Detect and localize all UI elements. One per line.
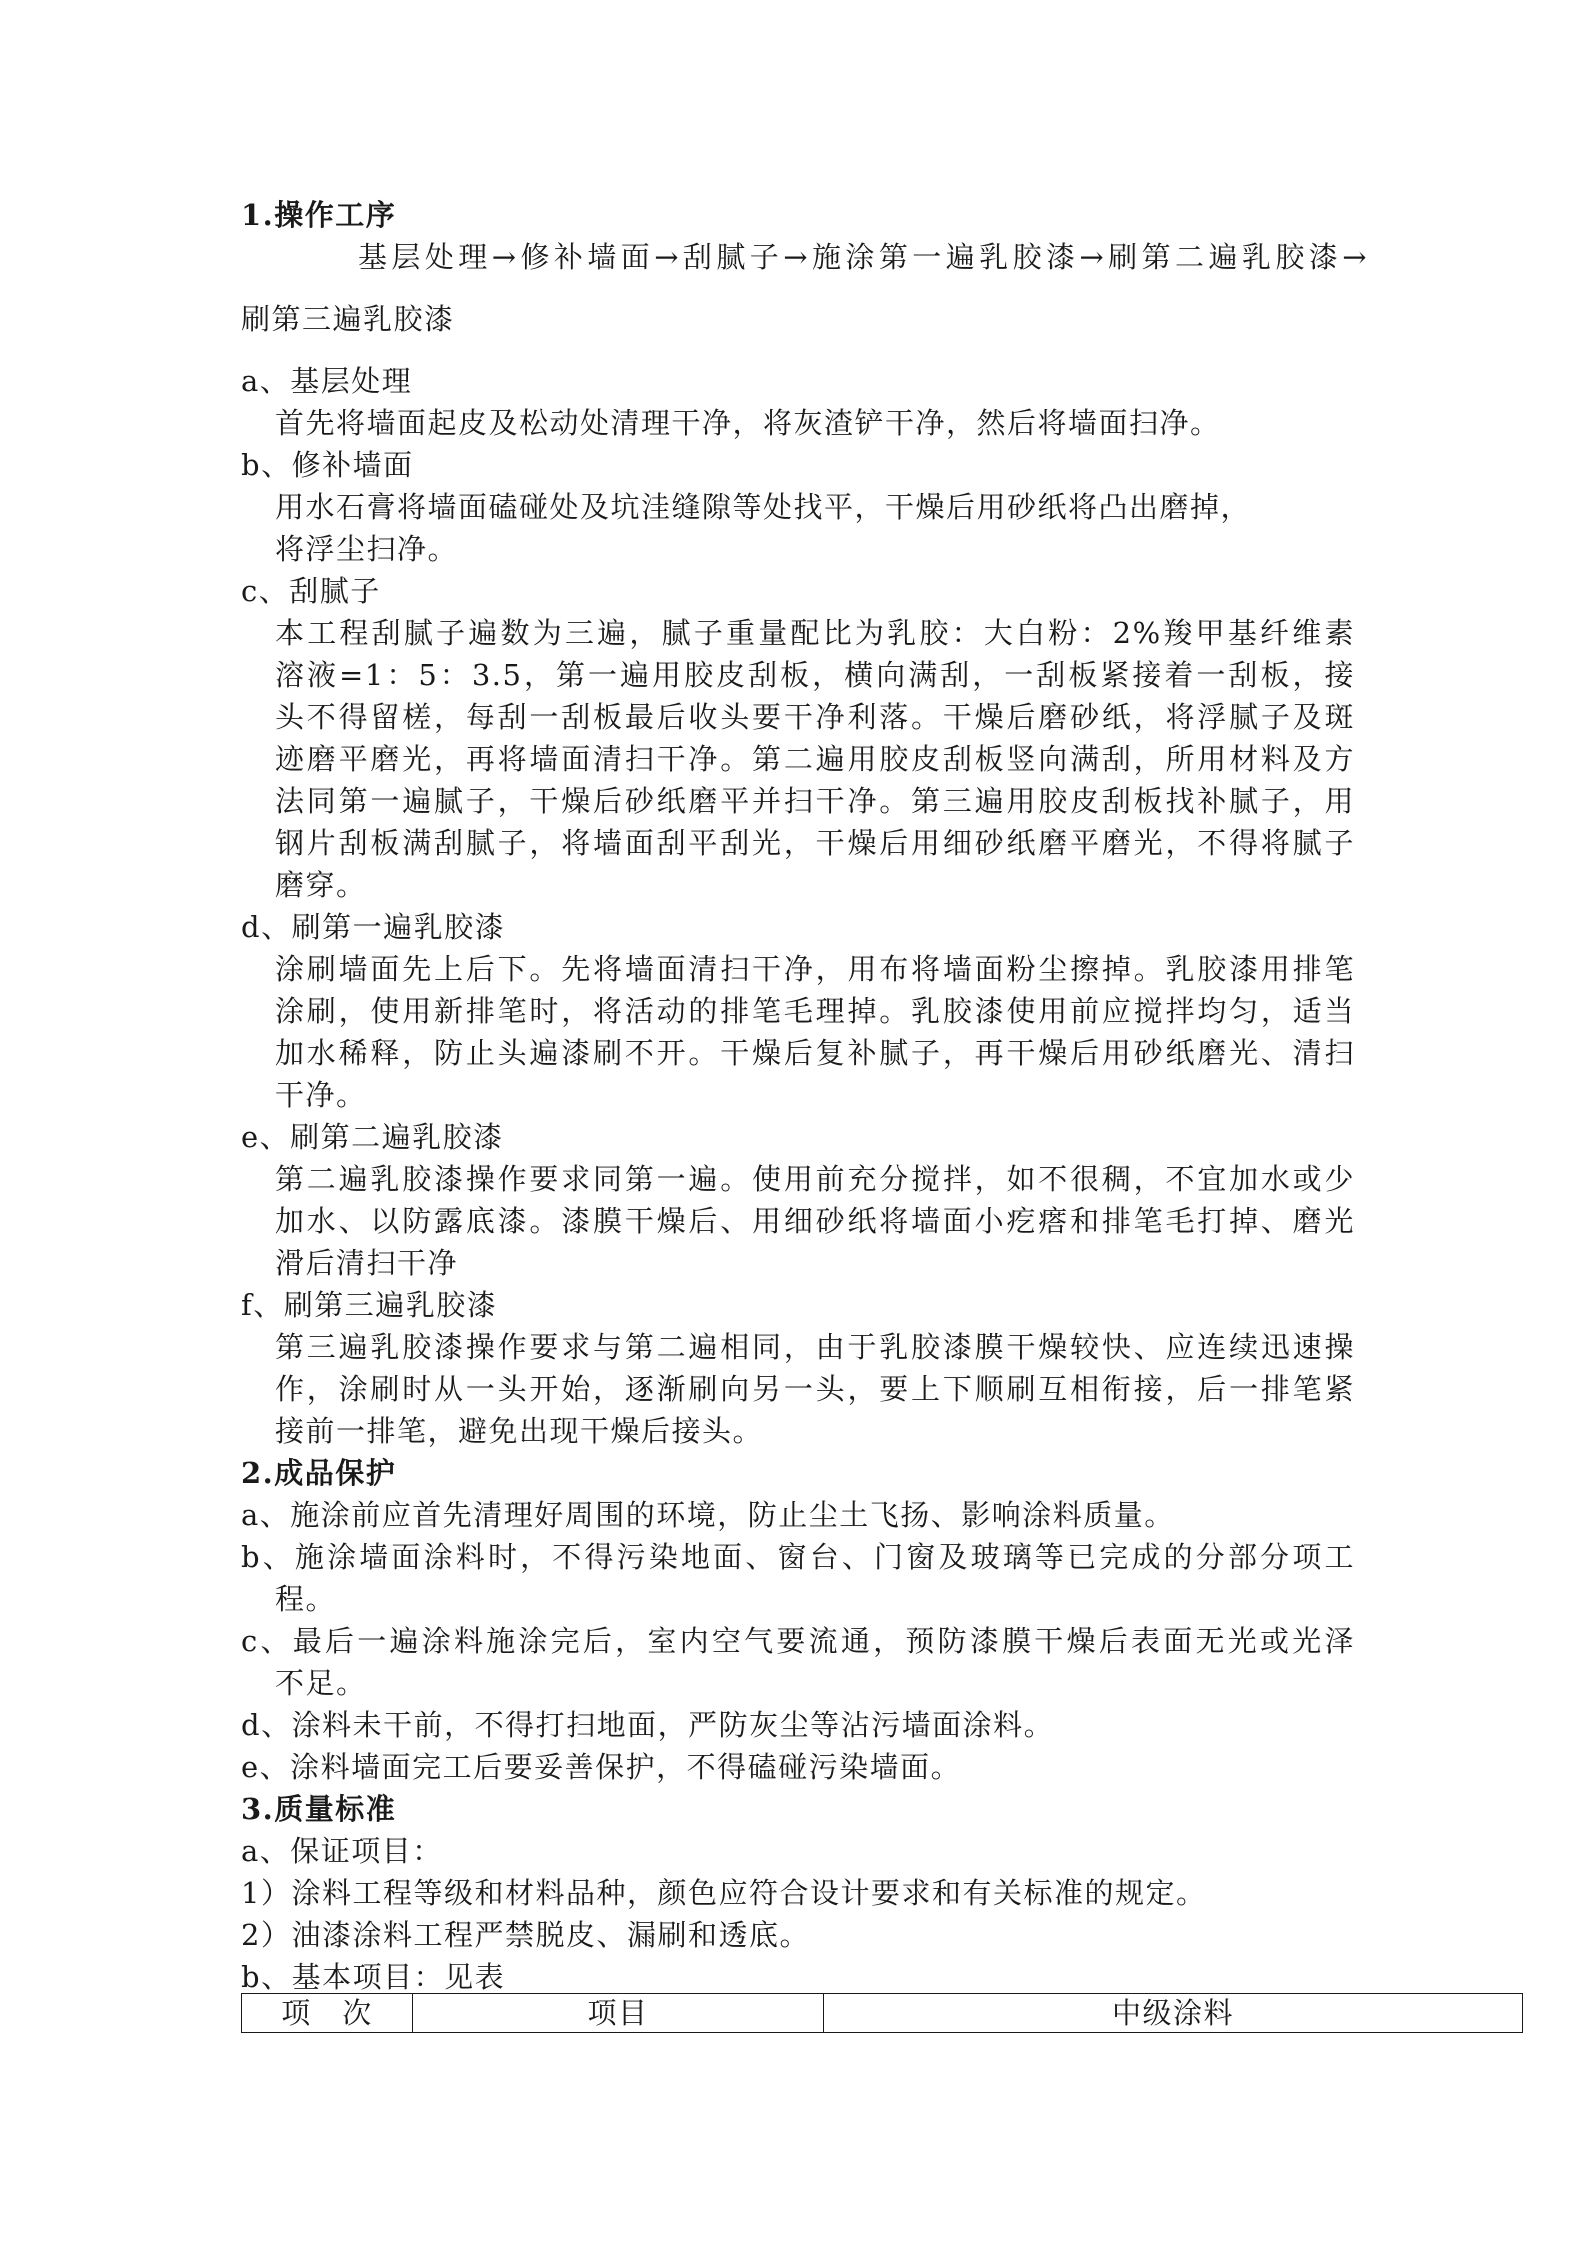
section-1-heading: 1.操作工序: [241, 198, 397, 232]
step-c-text: 钢片刮板满刮腻子，将墙面刮平刮光，干燥后用细砂纸磨平磨光，不得将腻子: [275, 826, 1355, 860]
step-e-text: 第二遍乳胶漆操作要求同第一遍。使用前充分搅拌，如不很稠，不宜加水或少: [275, 1162, 1355, 1196]
step-c-text: 本工程刮腻子遍数为三遍，腻子重量配比为乳胶：大白粉：2%羧甲基纤维素: [275, 616, 1355, 650]
table-header-item-no: 项 次: [242, 1994, 413, 2033]
process-flow-line-2: 刷第三遍乳胶漆: [241, 302, 455, 336]
step-a-text: 首先将墙面起皮及松动处清理干净，将灰渣铲干净，然后将墙面扫净。: [275, 406, 1221, 440]
step-c-text: 溶液=1：5：3.5，第一遍用胶皮刮板，横向满刮，一刮板紧接着一刮板，接: [275, 658, 1355, 692]
protection-item-b-cont: 程。: [275, 1582, 337, 1616]
step-d-title: d、刷第一遍乳胶漆: [241, 910, 506, 944]
protection-item-a: a、施涂前应首先清理好周围的环境，防止尘土飞扬、影响涂料质量。: [241, 1498, 1175, 1532]
protection-item-c-cont: 不足。: [275, 1666, 367, 1700]
section-2-heading: 2.成品保护: [241, 1456, 397, 1490]
step-b-text: 将浮尘扫净。: [275, 532, 459, 566]
step-c-text: 法同第一遍腻子，干燥后砂纸磨平并扫干净。第三遍用胶皮刮板找补腻子，用: [275, 784, 1355, 818]
quality-guarantee-title: a、保证项目：: [241, 1834, 443, 1868]
protection-item-c: c、最后一遍涂料施涂完后，室内空气要流通，预防漆膜干燥后表面无光或光泽: [241, 1624, 1355, 1658]
step-d-text: 加水稀释，防止头遍漆刷不开。干燥后复补腻子，再干燥后用砂纸磨光、清扫: [275, 1036, 1355, 1070]
step-e-text: 滑后清扫干净: [275, 1246, 459, 1280]
protection-item-d: d、涂料未干前，不得打扫地面，严防灰尘等沾污墙面涂料。: [241, 1708, 1055, 1742]
step-c-text: 磨穿。: [275, 868, 367, 902]
quality-guarantee-item-1: 1）涂料工程等级和材料品种，颜色应符合设计要求和有关标准的规定。: [241, 1876, 1207, 1910]
table-header-item: 项目: [413, 1994, 824, 2033]
step-f-text: 接前一排笔，避免出现干燥后接头。: [275, 1414, 764, 1448]
step-f-title: f、刷第三遍乳胶漆: [241, 1288, 498, 1322]
step-d-text: 涂刷，使用新排笔时，将活动的排笔毛理掉。乳胶漆使用前应搅拌均匀，适当: [275, 994, 1355, 1028]
step-f-text: 第三遍乳胶漆操作要求与第二遍相同，由于乳胶漆膜干燥较快、应连续迅速操: [275, 1330, 1355, 1364]
table-header-medium-coating: 中级涂料: [824, 1994, 1523, 2033]
quality-basic-title: b、基本项目：见表: [241, 1960, 506, 1994]
step-e-title: e、刷第二遍乳胶漆: [241, 1120, 504, 1154]
step-c-title: c、刮腻子: [241, 574, 381, 608]
step-c-text: 头不得留槎，每刮一刮板最后收头要干净利落。干燥后磨砂纸，将浮腻子及斑: [275, 700, 1355, 734]
quality-table: [241, 1993, 1523, 2033]
quality-guarantee-item-2: 2）油漆涂料工程严禁脱皮、漏刷和透底。: [241, 1918, 810, 1952]
protection-item-e: e、涂料墙面完工后要妥善保护，不得磕碰污染墙面。: [241, 1750, 962, 1784]
table-header-row: [242, 1994, 1523, 2033]
step-d-text: 涂刷墙面先上后下。先将墙面清扫干净，用布将墙面粉尘擦掉。乳胶漆用排笔: [275, 952, 1355, 986]
step-f-text: 作，涂刷时从一头开始，逐渐刷向另一头，要上下顺刷互相衔接，后一排笔紧: [275, 1372, 1355, 1406]
step-a-title: a、基层处理: [241, 364, 413, 398]
step-d-text: 干净。: [275, 1078, 367, 1112]
step-e-text: 加水、以防露底漆。漆膜干燥后、用细砂纸将墙面小疙瘩和排笔毛打掉、磨光: [275, 1204, 1355, 1238]
process-flow-line-1: 基层处理→修补墙面→刮腻子→施涂第一遍乳胶漆→刷第二遍乳胶漆→: [358, 240, 1368, 274]
step-c-text: 迹磨平磨光，再将墙面清扫干净。第二遍用胶皮刮板竖向满刮，所用材料及方: [275, 742, 1355, 776]
section-3-heading: 3.质量标准: [241, 1792, 397, 1826]
step-b-text: 用水石膏将墙面磕碰处及坑洼缝隙等处找平，干燥后用砂纸将凸出磨掉，: [275, 490, 1252, 524]
protection-item-b: b、施涂墙面涂料时，不得污染地面、窗台、门窗及玻璃等已完成的分部分项工: [241, 1540, 1355, 1574]
step-b-title: b、修补墙面: [241, 448, 414, 482]
